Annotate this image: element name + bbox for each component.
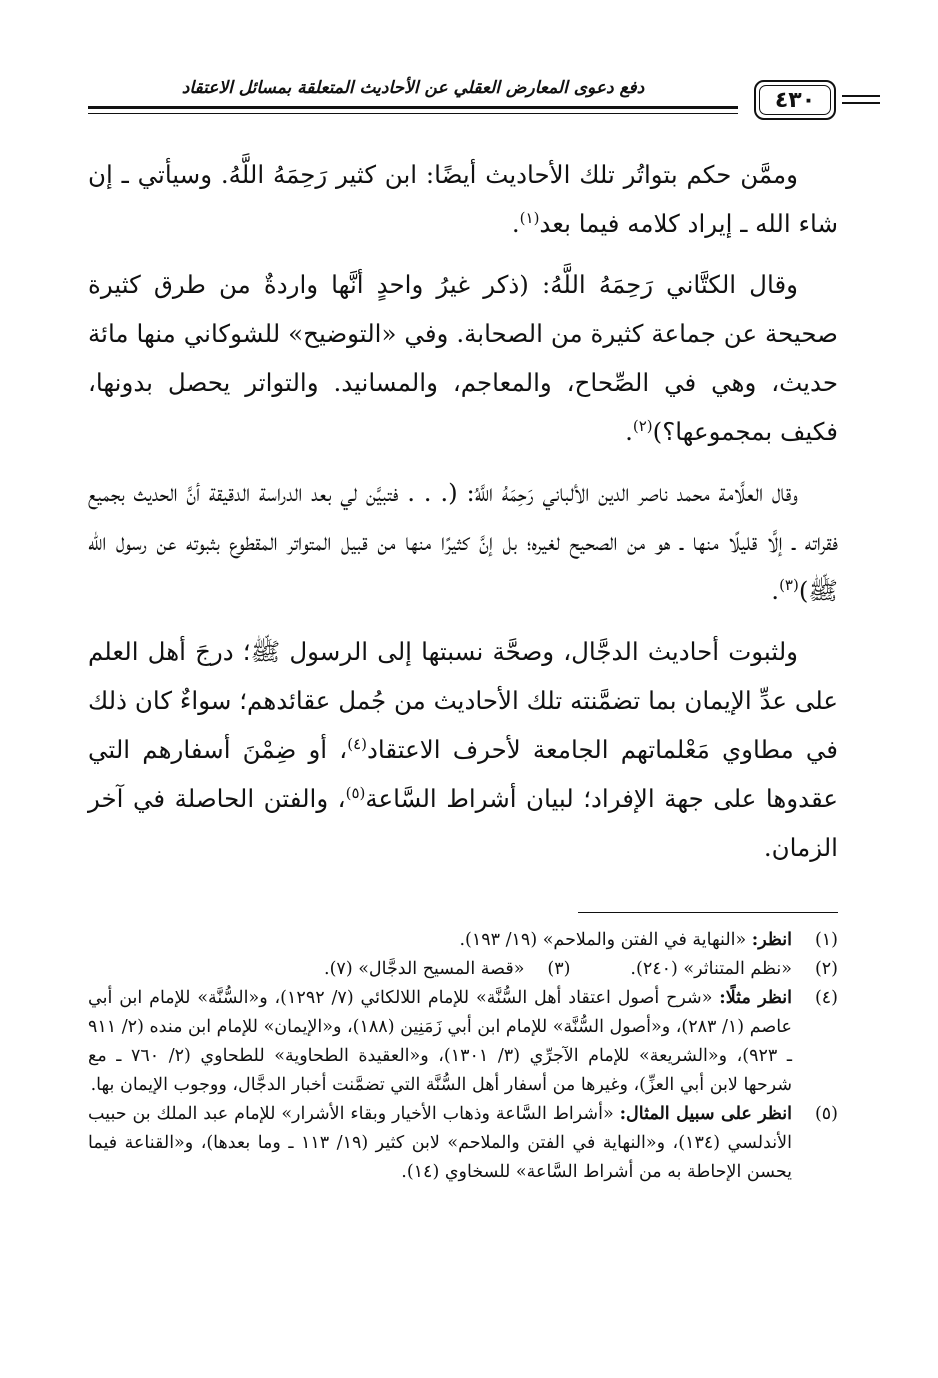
footnote [88, 1100, 838, 1187]
footnote-ref: (٢) [632, 416, 653, 435]
footnote-text [88, 984, 792, 1100]
paragraph-text: ، والفتن الحاصلة في آخر الزمان. [88, 784, 838, 862]
footnote-number: (٤) [814, 988, 838, 1008]
footnote-number: (٢) [814, 959, 838, 979]
footnote-body: «أشراط السَّاعة وذهاب الأخيار وبقاء الأشرار» للإمام عبد الملك بن حبيب الأندلسي (١٣٤)، و«النهاية في الفتن والملاحم» لابن كثير (١٩/ ١١٣ ـ وما بعدها)، و«القناعة فيما يحسن الإحاطة به من أشراط السَّاعة» للسخاوي (١٤). [88, 1104, 792, 1182]
footnote-text [88, 926, 792, 955]
paragraph-text: ولثبوت أحاديث الدجَّال، وصحَّة نسبتها إلى الرسول ﷺ؛ درجَ أهل العلم على عدِّ الإيمان بما تضمَّنته تلك الأحاديث من جُمل عقائدهم؛ سواءٌ كان ذلك في مطاوي مَعْلماتهم الجامعة لأحرف الاعتقاد [88, 637, 838, 764]
footnote-body: «نظم المتناثر» (٢٤٠). [630, 959, 792, 979]
footnote-lead: انظر: [751, 930, 792, 950]
footnote-number: (٣) [547, 959, 571, 979]
paragraph [88, 468, 838, 615]
paragraph [88, 150, 838, 248]
footnote-ref: (١) [519, 208, 540, 227]
footnote-ref: (٤) [347, 734, 367, 753]
header-rule-ornament [842, 95, 880, 97]
paragraph-text: وقال الكتَّاني رَحِمَهُ اللَّهُ: (ذكر غيرُ واحدٍ أنَّها واردةٌ من طرق كثيرة صحيحة عن جماعة كثيرة من الصحابة. وفي «التوضيح» للشوكاني منها مائة حديث، وهي في الصِّحاح، والمعاجم، والمسانيد. والتواتر يحصل بدونها، فكيف بمجموعها؟) [88, 270, 838, 446]
header-rule-thin [88, 113, 738, 114]
footnote-lead: انظر على سبيل المثال: [619, 1104, 792, 1124]
page-number-frame [754, 80, 836, 120]
running-title: دفع دعوى المعارض العقلي عن الأحاديث المتعلقة بمسائل الاعتقاد [181, 78, 645, 98]
footnote [88, 984, 838, 1100]
footnote [88, 926, 838, 955]
footnote [324, 955, 570, 984]
footnote-body: «قصة المسيح الدجَّال» (٧). [324, 959, 525, 979]
header-rule-thick [88, 106, 738, 109]
footnote-ref: (٣) [779, 575, 799, 594]
paragraph-text: وممَّن حكم بتواتُر تلك الأحاديث أيضًا: ابن كثير رَحِمَهُ اللَّهُ. وسيأتي ـ إن شاء الله ـ إيراد كلامه فيما بعد [88, 160, 838, 238]
footnote-pair [88, 955, 838, 984]
book-page [88, 60, 838, 1350]
paragraph [88, 627, 838, 872]
paragraph [88, 260, 838, 456]
footnote-number: (١) [814, 930, 838, 950]
footnote-separator [578, 912, 838, 913]
footnote-text [88, 1100, 792, 1187]
footnotes [88, 926, 838, 1187]
paragraph-text: ، أو ضِمْنَ أسفارهم التي عقدوها على جهة الإفراد؛ لبيان أشراط السَّاعة [88, 735, 838, 813]
footnote-body: «شرح أصول اعتقاد أهل السُّنَّة» للإمام اللالكائي (٧/ ١٢٩٢)، و«السُّنَّة» للإمام ابن أبي عاصم (١/ ٢٨٣)، و«أصول السُّنَّة» للإمام ابن أبي زَمَنِين (١٨٨)، و«الإيمان» للإمام ابن منده (٢/ ٩١١ ـ ٩٢٣)، و«الشريعة» للإمام الآجرِّي (٣/ ١٣٠١)، و«العقيدة الطحاوية» للطحاوي (٢/ ٧٦٠ ـ مع شرحها لابن أبي العزِّ)، وغيرها من أسفار أهل السُّنَّة التي تضمَّنت أخبار الدجَّال، ووجوب الإيمان بها. [88, 988, 793, 1095]
header-rule-ornament [842, 102, 880, 104]
main-text [88, 150, 838, 884]
paragraph-text: وقال العلَّامة محمد ناصر الدين الألباني رَحِمَهُ اللَّهُ: (. . . فتبيَّن لي بعد الدراسة الدقيقة أنَّ الحديث بجميع فقراته ـ إلَّا قليلًا منها ـ هو من الصحيح لغيره؛ بل إنَّ كثيرًا منها من قبيل المتواتر المقطوع بثبوته عن رسول الله ﷺ) [88, 478, 838, 605]
footnote-ref: (٥) [345, 783, 366, 802]
page-header [88, 60, 838, 132]
footnote-lead: انظر مثلًا: [719, 988, 792, 1008]
paragraph-end: . [771, 576, 780, 605]
footnote [630, 955, 838, 984]
footnote-body: «النهاية في الفتن والملاحم» (١٩/ ١٩٣). [459, 930, 752, 950]
page-number: ٤٣٠ [774, 87, 816, 113]
footnote-number: (٥) [814, 1104, 838, 1124]
paragraph-end: . [625, 417, 633, 446]
paragraph-end: . [511, 209, 520, 238]
